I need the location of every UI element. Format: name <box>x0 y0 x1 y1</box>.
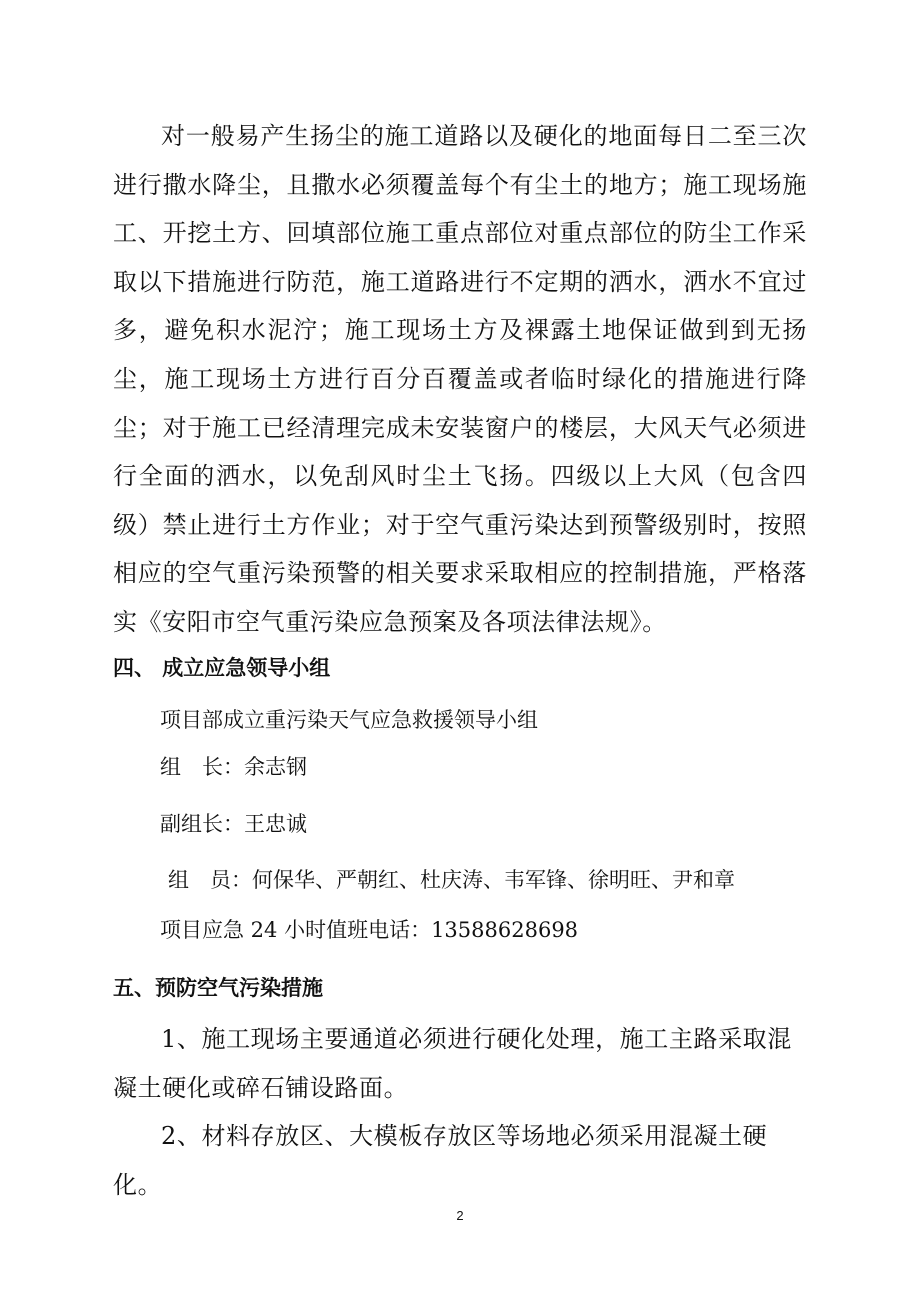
emergency-hotline: 项目应急 24 小时值班电话：13588628698 <box>160 918 579 942</box>
group-deputy-leader: 副组长：王忠诚 <box>160 812 307 836</box>
page-number: 2 <box>456 1208 464 1223</box>
section-5-heading: 五、预防空气污染措施 <box>113 976 323 1000</box>
measure-item-2: 2、材料存放区、大模板存放区等场地必须采用混凝土硬化。 <box>113 1122 768 1199</box>
section-4-heading: 四、 成立应急领导小组 <box>113 656 331 680</box>
measure-item-1: 1、施工现场主要通道必须进行硬化处理，施工主路采取混凝土硬化或碎石铺设路面。 <box>113 1025 792 1102</box>
group-members: 组 员：何保华、严朝红、杜庆涛、韦军锋、徐明旺、尹和章 <box>168 868 735 892</box>
group-leader: 组 长：余志钢 <box>160 755 307 779</box>
intro-paragraph: 对一般易产生扬尘的施工道路以及硬化的地面每日二至三次进行撒水降尘，且撒水必须覆盖每个有尘土的地方；施工现场施工、开挖土方、回填部位施工重点部位对重点部位的防尘工作采取以下措施进行防范，施工道路进行不定期的洒水，洒水不宜过多，避免积水泥泞；施工现场土方及裸露土地保证做到到无扬尘，施工现场土方进行百分百覆盖或者临时绿化的措施进行降尘；对于施工已经清理完成未安装窗户的楼层，大风天气必须进行全面的洒水，以免刮风时尘土飞扬。四级以上大风（包含四级）禁止进行土方作业；对于空气重污染达到预警级别时，按照相应的空气重污染预警的相关要求采取相应的控制措施，严格落实《安阳市空气重污染应急预案及各项法律法规》。 <box>113 122 807 636</box>
group-intro: 项目部成立重污染天气应急救援领导小组 <box>160 708 538 732</box>
